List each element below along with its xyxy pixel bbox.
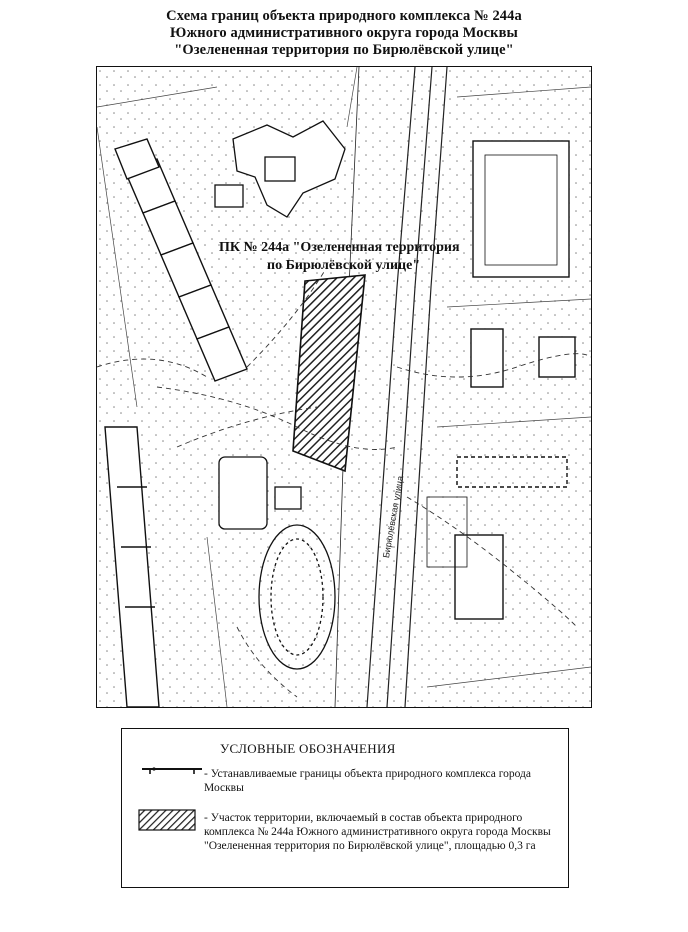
map-label-line-2: по Бирюлёвской улице" <box>267 258 421 273</box>
legend-box <box>121 728 569 888</box>
title-line-1: Схема границ объекта природного комплекса № 244а <box>166 8 522 24</box>
map-label-line-1: ПК № 244а "Озелененная территория <box>219 240 460 255</box>
legend-title: УСЛОВНЫЕ ОБОЗНАЧЕНИЯ <box>220 741 396 756</box>
map-frame[interactable] <box>96 66 592 708</box>
title-line-2: Южного административного округа города Москвы <box>170 25 518 41</box>
street-label: Бирюлёвская улица <box>381 475 406 559</box>
title-block <box>0 8 688 59</box>
map-base <box>97 67 591 707</box>
legend-boundary-text: - Устанавливаемые границы объекта природного комплекса города Москвы <box>204 768 531 794</box>
title-line-3: "Озелененная территория по Бирюлёвской улице" <box>174 42 514 58</box>
legend-area-text: - Участок территории, включаемый в состав объекта природного комплекса № 244а Южного административного округа города Москвы "Озелененная территория по Бирюлёвской улице", площадью 0,3 га <box>204 812 551 852</box>
hatched-area-icon <box>138 809 196 831</box>
boundary-line-icon <box>140 763 210 777</box>
